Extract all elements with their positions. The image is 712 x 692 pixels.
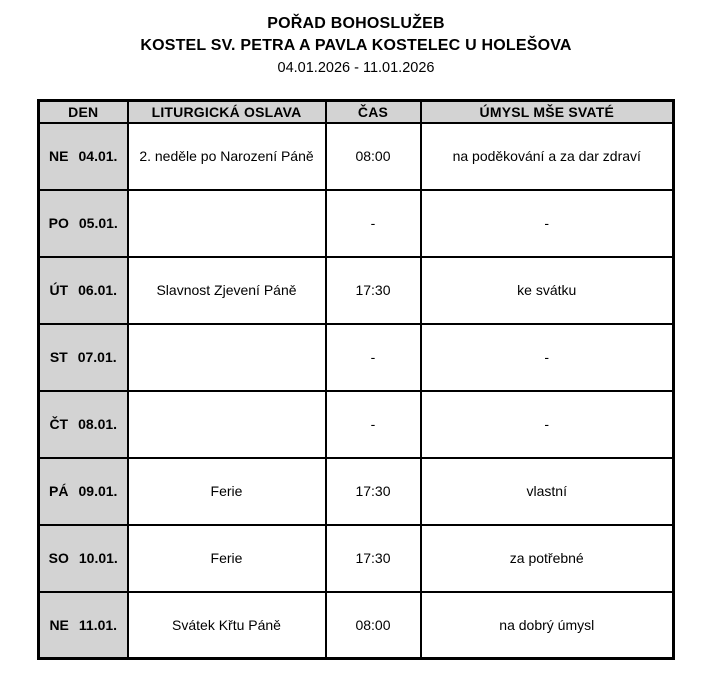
day-date: 09.01.: [78, 483, 118, 499]
day-date: 08.01.: [78, 416, 118, 432]
day-date: 11.01.: [78, 616, 118, 633]
celebration-cell: 2. neděle po Narození Páně: [128, 123, 326, 190]
time-cell: 08:00: [326, 123, 421, 190]
celebration-cell: [128, 190, 326, 257]
table-row: [39, 391, 674, 458]
day-date: 06.01.: [78, 282, 118, 298]
column-header-umysl: ÚMYSL MŠE SVATÉ: [421, 101, 674, 123]
time-cell: 17:30: [326, 458, 421, 525]
day-abbrev: PÁ: [49, 483, 69, 499]
day-abbrev: NE: [49, 616, 69, 633]
intention-cell: -: [421, 190, 674, 257]
celebration-cell: Ferie: [128, 458, 326, 525]
table-row: [39, 123, 674, 190]
schedule-table-body: [39, 123, 674, 659]
day-abbrev: PO: [48, 215, 69, 231]
table-row: [39, 458, 674, 525]
day-cell: [39, 190, 128, 257]
table-row: [39, 324, 674, 391]
time-cell: -: [326, 190, 421, 257]
day-cell: [39, 324, 128, 391]
day-cell: [39, 391, 128, 458]
day-date: 07.01.: [77, 349, 117, 365]
day-abbrev: NE: [49, 148, 69, 164]
intention-cell: na poděkování a za dar zdraví: [421, 123, 674, 190]
day-cell: [39, 592, 128, 659]
table-row: [39, 525, 674, 592]
column-header-cas: ČAS: [326, 101, 421, 123]
day-cell: [39, 123, 128, 190]
day-abbrev: ČT: [49, 416, 69, 432]
celebration-cell: [128, 324, 326, 391]
day-abbrev: SO: [48, 550, 69, 566]
church-name: KOSTEL SV. PETRA A PAVLA KOSTELEC U HOLEŠOVA: [140, 37, 572, 54]
schedule-table: [37, 99, 675, 660]
column-header-den: DEN: [39, 101, 128, 123]
table-row: [39, 592, 674, 659]
intention-cell: ke svátku: [421, 257, 674, 324]
table-row: [39, 190, 674, 257]
time-cell: -: [326, 391, 421, 458]
table-header-row: [39, 101, 674, 123]
table-row: [39, 257, 674, 324]
document-header: [0, 0, 712, 78]
intention-cell: za potřebné: [421, 525, 674, 592]
time-cell: 17:30: [326, 525, 421, 592]
page-title: POŘAD BOHOSLUŽEB: [267, 15, 445, 32]
time-cell: 08:00: [326, 592, 421, 659]
day-abbrev: ST: [49, 349, 68, 365]
day-date: 04.01.: [78, 148, 118, 164]
day-date: 10.01.: [78, 550, 118, 566]
celebration-cell: Slavnost Zjevení Páně: [128, 257, 326, 324]
time-cell: 17:30: [326, 257, 421, 324]
intention-cell: -: [421, 391, 674, 458]
day-cell: [39, 525, 128, 592]
intention-cell: na dobrý úmysl: [421, 592, 674, 659]
day-date: 05.01.: [78, 215, 118, 231]
celebration-cell: Svátek Křtu Páně: [128, 592, 326, 659]
time-cell: -: [326, 324, 421, 391]
day-cell: [39, 257, 128, 324]
day-cell: [39, 458, 128, 525]
intention-cell: vlastní: [421, 458, 674, 525]
intention-cell: -: [421, 324, 674, 391]
column-header-oslava: LITURGICKÁ OSLAVA: [128, 101, 326, 123]
date-range: 04.01.2026 - 11.01.2026: [277, 60, 435, 76]
day-abbrev: ÚT: [49, 282, 69, 298]
celebration-cell: Ferie: [128, 525, 326, 592]
celebration-cell: [128, 391, 326, 458]
